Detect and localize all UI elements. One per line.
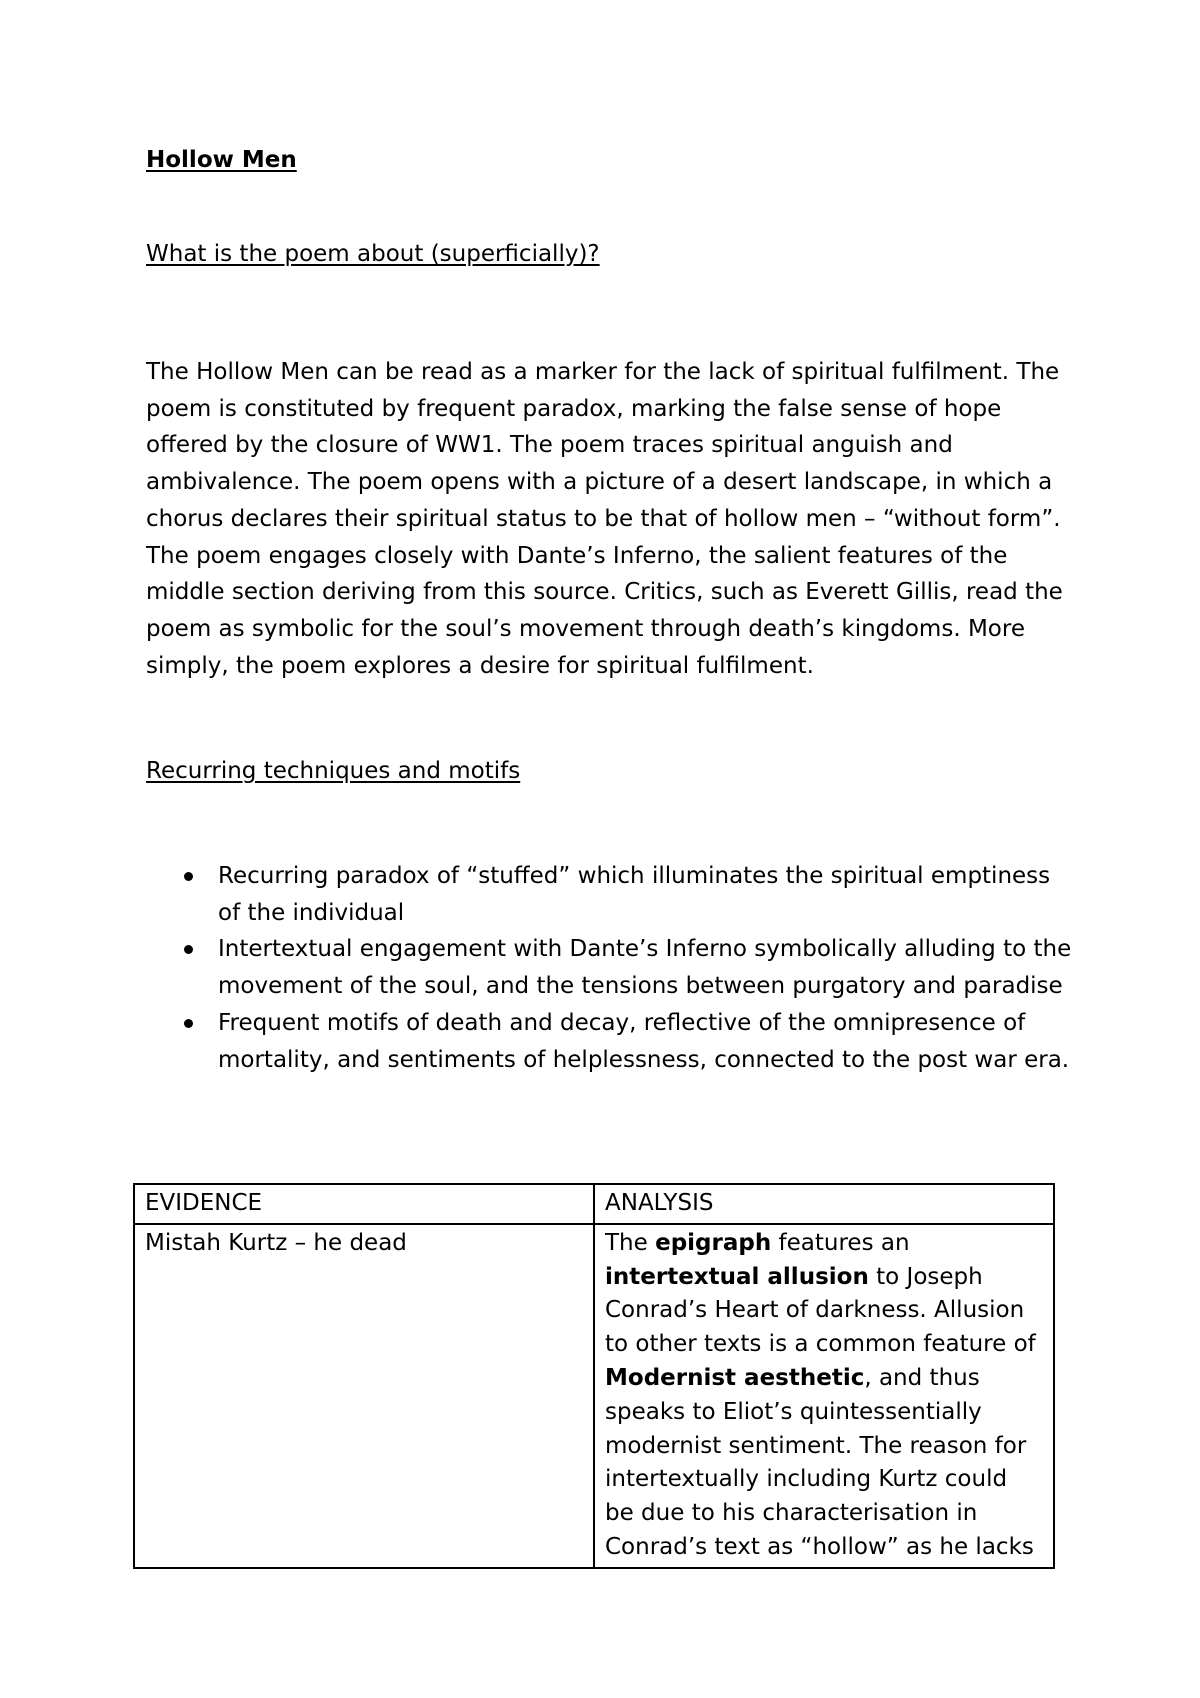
techniques-list — [146, 858, 1076, 1078]
analysis-cell — [594, 1224, 1054, 1568]
table-row — [134, 1224, 1054, 1568]
analysis-text: , and thus speaks to Eliot’s quintessentially modernist sentiment. The reason for intertextually including Kurtz could be due to his characterisation in Conrad’s text as “hollow” as he lacks — [605, 1364, 1034, 1560]
list-item — [146, 931, 1076, 1004]
header-evidence: EVIDENCE — [134, 1184, 594, 1224]
analysis-text: The — [605, 1229, 656, 1256]
analysis-term-allusion: intertextual allusion — [605, 1263, 869, 1290]
bullet-icon — [184, 872, 193, 881]
header-analysis: ANALYSIS — [594, 1184, 1054, 1224]
question-heading: What is the poem about (superficially)? — [146, 241, 600, 267]
techniques-heading: Recurring techniques and motifs — [146, 758, 521, 784]
analysis-text: to Joseph Conrad’s Heart of darkness. Allusion to other texts is a common feature of — [605, 1263, 1036, 1358]
document-title: Hollow Men — [146, 147, 297, 173]
list-item-text: Recurring paradox of “stuffed” which illuminates the spiritual emptiness of the individual — [218, 863, 1051, 926]
list-item-text: Intertextual engagement with Dante’s Inferno symbolically alluding to the movement of the soul, and the tensions between purgatory and paradise — [218, 936, 1072, 1000]
table-header-row — [134, 1184, 1054, 1224]
summary-paragraph: The Hollow Men can be read as a marker for the lack of spiritual fulfilment. The poem is constituted by frequent paradox, marking the false sense of hope offered by the closure of WW1. The poem traces spiritual anguish and ambivalence. The poem opens with a picture of a desert landscape, in which a chorus declares their spiritual status to be that of hollow men – “without form”. The poem engages closely with Dante’s Inferno, the salient features of the middle section deriving from this source. Critics, such as Everett Gillis, read the poem as symbolic for the soul’s movement through death’s kingdoms. More simply, the poem explores a desire for spiritual fulfilment. — [146, 359, 1063, 679]
analysis-term-modernist: Modernist aesthetic — [605, 1364, 865, 1391]
analysis-text: features an — [771, 1229, 910, 1256]
bullet-icon — [184, 945, 193, 954]
evidence-analysis-table — [133, 1183, 1055, 1569]
bullet-icon — [184, 1019, 193, 1028]
list-item — [146, 858, 1076, 931]
analysis-term-epigraph: epigraph — [655, 1229, 772, 1256]
list-item-text: Frequent motifs of death and decay, reflective of the omnipresence of mortality, and sentiments of helplessness, connected to the post war era. — [218, 1009, 1070, 1073]
list-item — [146, 1005, 1076, 1078]
evidence-cell: Mistah Kurtz – he dead — [134, 1224, 594, 1568]
